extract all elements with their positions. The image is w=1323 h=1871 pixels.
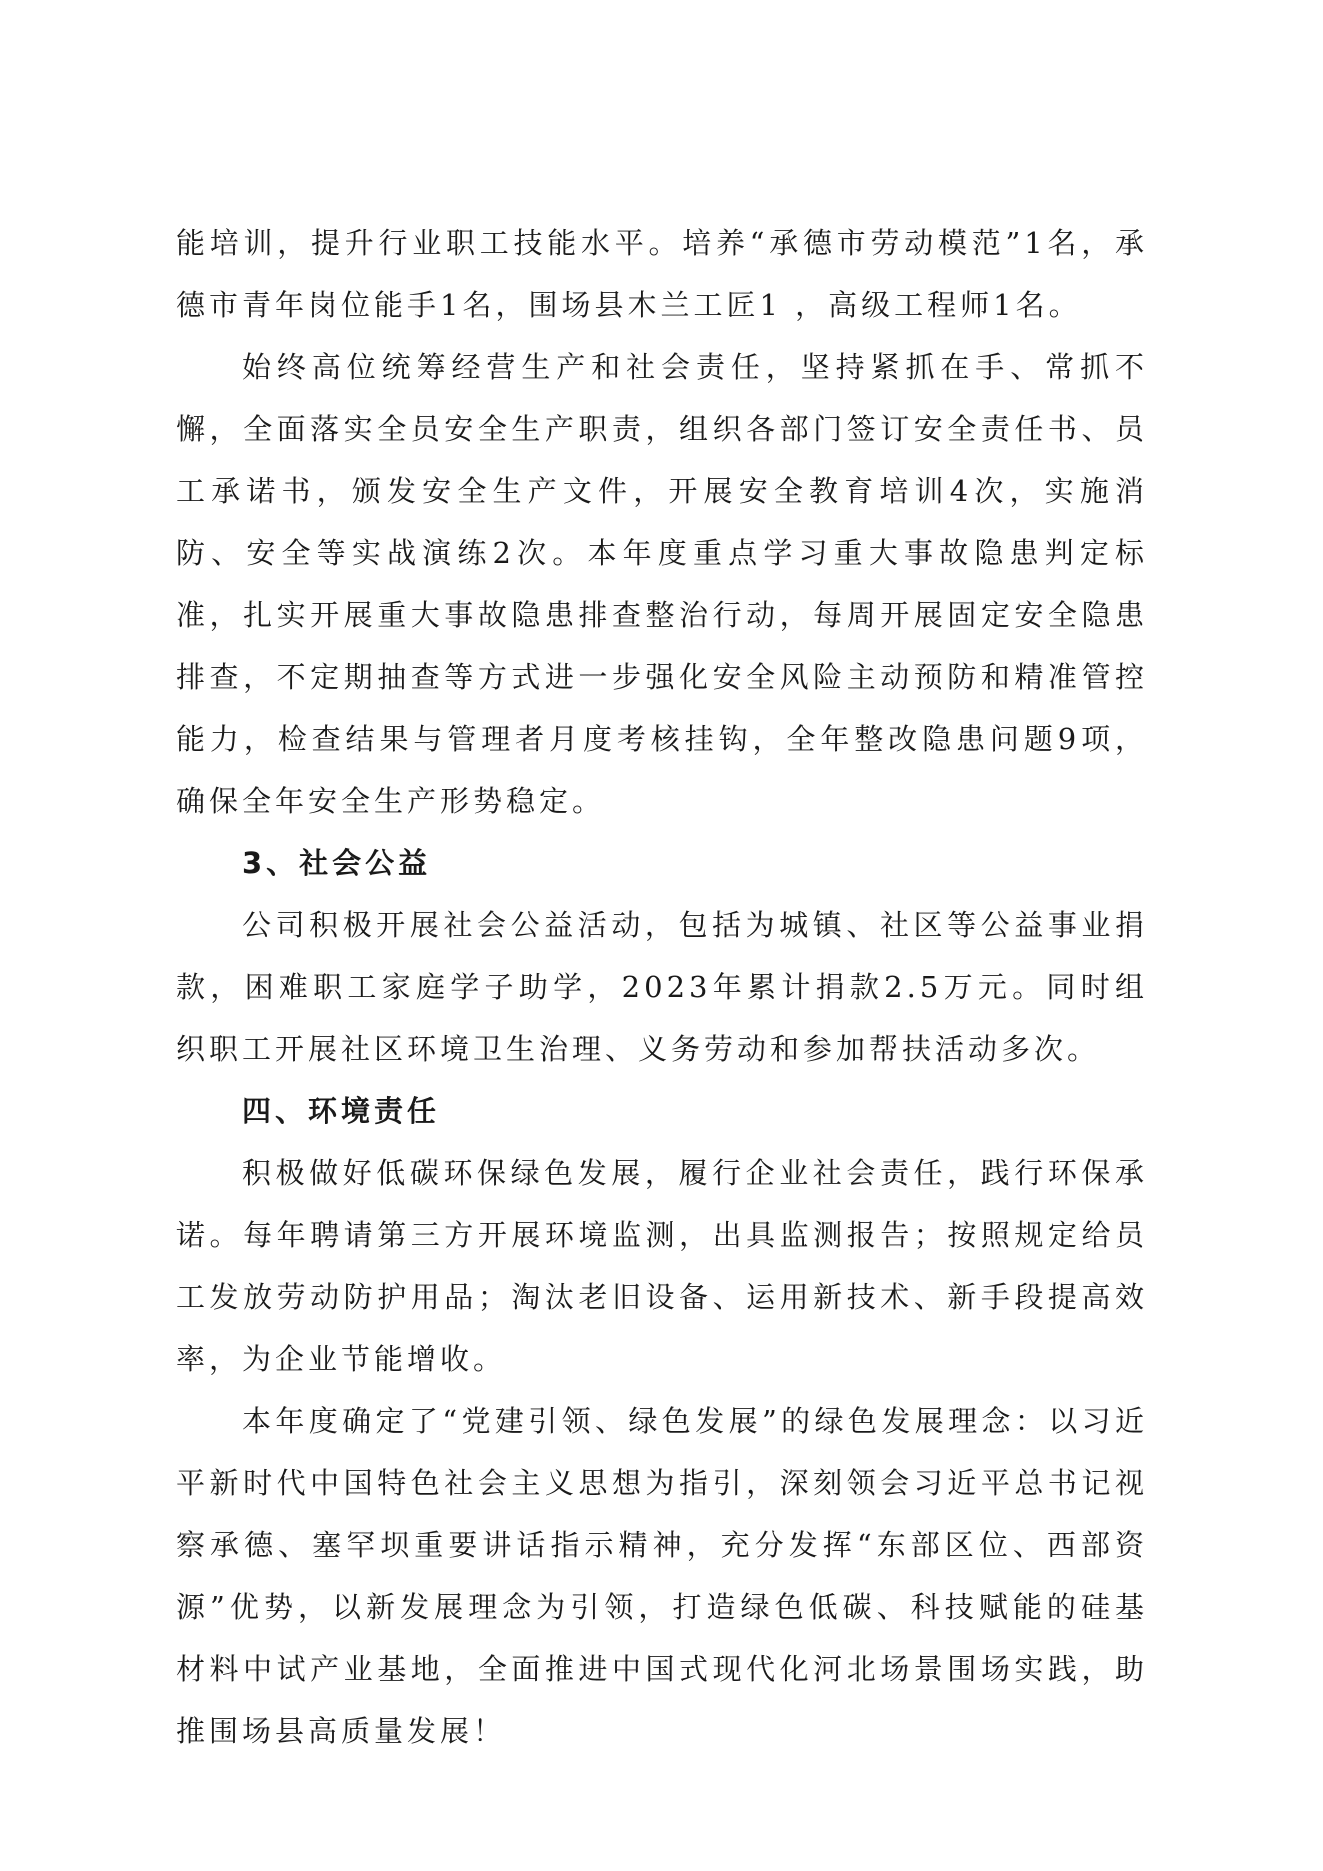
- section-heading-social-welfare: 3、社会公益: [242, 846, 432, 880]
- paragraph-safety-production: 始终高位统筹经营生产和社会责任，坚持紧抓在手、常抓不懈，全面落实全员安全生产职责，组织各部门签订安全责任书、员工承诺书，颁发安全生产文件，开展安全教育培训4次，实施消防、安全等实战演练2次。本年度重点学习重大事故隐患判定标准，扎实开展重大事故隐患排查整治行动，每周开展固定安全隐患排查，不定期抽查等方式进一步强化安全风险主动预防和精准管控能力，检查结果与管理者月度考核挂钩，全年整改隐患问题9项，确保全年安全生产形势稳定。: [176, 350, 1148, 818]
- paragraph-green-development: 本年度确定了“党建引领、绿色发展”的绿色发展理念：以习近平新时代中国特色社会主义思想为指引，深刻领会习近平总书记视察承德、塞罕坝重要讲话指示精神，充分发挥“东部区位、西部资源”优势，以新发展理念为引领，打造绿色低碳、科技赋能的硅基材料中试产业基地，全面推进中国式现代化河北场景围场实践，助推围场县高质量发展！: [176, 1404, 1148, 1748]
- paragraph-social-welfare: 公司积极开展社会公益活动，包括为城镇、社区等公益事业捐款，困难职工家庭学子助学，2023年累计捐款2.5万元。同时组织职工开展社区环境卫生治理、义务劳动和参加帮扶活动多次。: [176, 908, 1148, 1066]
- section-heading-environment: 四、环境责任: [242, 1094, 441, 1128]
- paragraph-training-continued: 能培训，提升行业职工技能水平。培养“承德市劳动模范”1名，承德市青年岗位能手1名，围场县木兰工匠1 ，高级工程师1名。: [176, 226, 1148, 322]
- document-page: [176, 212, 1148, 1762]
- paragraph-environment: 积极做好低碳环保绿色发展，履行企业社会责任，践行环保承诺。每年聘请第三方开展环境监测，出具监测报告；按照规定给员工发放劳动防护用品；淘汰老旧设备、运用新技术、新手段提高效率，为企业节能增收。: [176, 1156, 1148, 1376]
